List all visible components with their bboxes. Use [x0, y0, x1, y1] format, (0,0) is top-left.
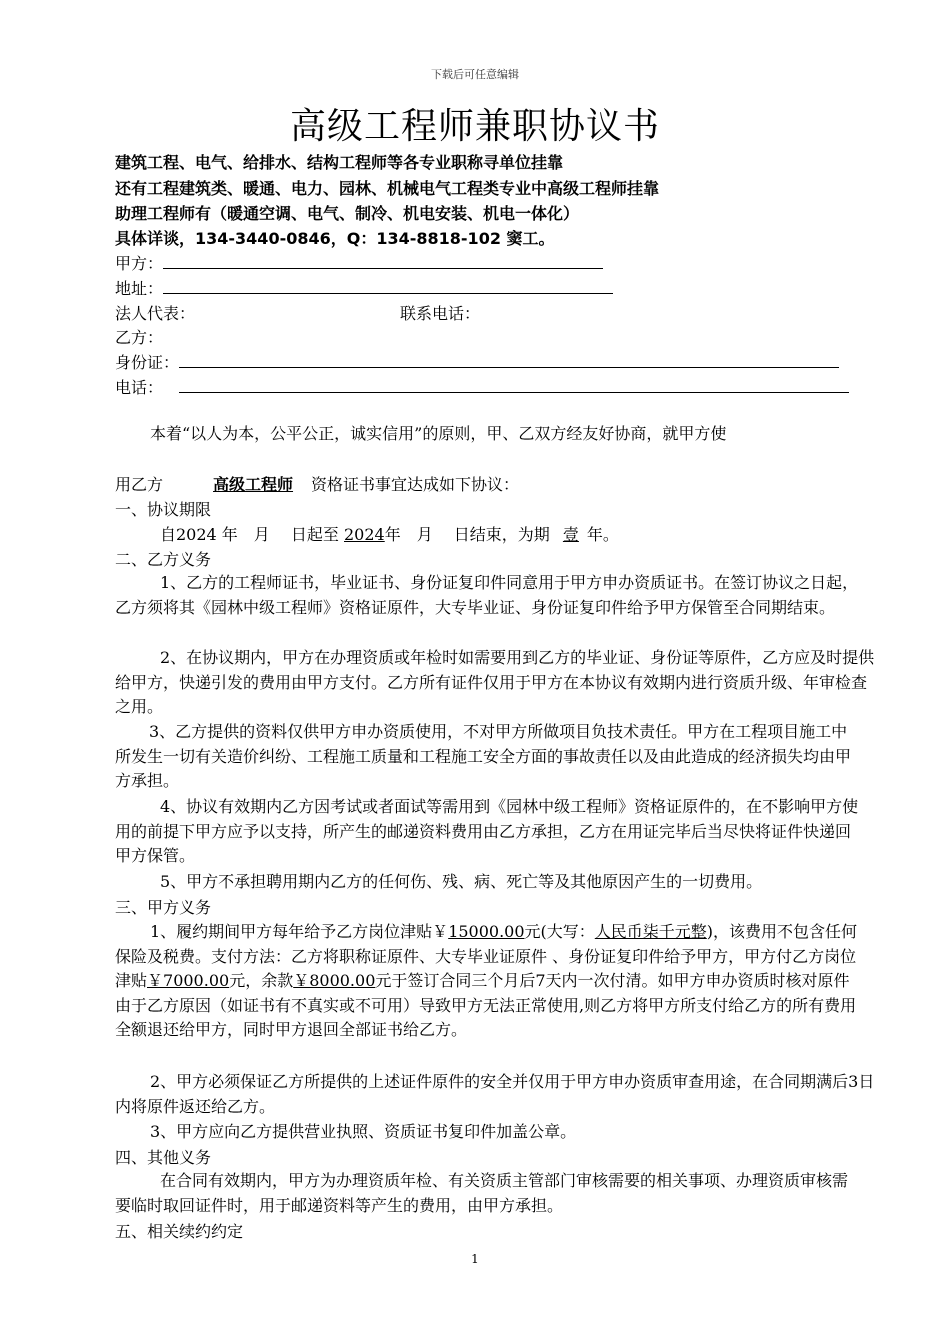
party-a-field	[115, 251, 603, 274]
first-payment: ￥7000.00	[147, 971, 230, 990]
sec2-item-2: 2、在协议期内，甲方在办理资质或年检时如需要用到乙方的毕业证、身份证等原件，乙方应及时提供给甲方，快递引发的费用由甲方支付。乙方所有证件仅用于甲方在本协议有效期内进行资质升级、年审检查之用。	[115, 648, 875, 716]
sec3-item1-text-c: )，该费用不包含任何保险及税费。支付方法：乙方将职称证原件、大专毕业证原件 、身份证复印件给予甲方，甲方付乙方岗位津贴	[115, 922, 858, 990]
phone-blank	[179, 376, 849, 393]
intro-line-1: 本着“以人为本，公平公正，诚实信用”的原则，甲、乙双方经友好协商，就甲方使	[150, 424, 727, 443]
sec1-end-year: 2024	[344, 525, 385, 544]
sec3-item1-text-a: 1、履约期间甲方每年给予乙方岗位津贴￥	[150, 922, 449, 941]
sec2-heading: 二、乙方义务	[115, 550, 212, 569]
remaining-payment: ￥8000.00	[293, 971, 376, 990]
contact-phone-field	[400, 301, 480, 324]
phone-label: 电话：	[115, 378, 164, 397]
sec1-end: 年。	[586, 525, 619, 544]
ad-line-2: 还有工程建筑类、暖通、电力、园林、机械电气工程类专业中高级工程师挂靠	[115, 179, 660, 198]
sec3-item1-text-b: 元(大写：	[524, 922, 595, 941]
address-field	[115, 276, 613, 299]
party-b-field	[115, 325, 163, 348]
sec5-heading: 五、相关续约约定	[115, 1222, 244, 1241]
party-b-label: 乙方：	[115, 328, 164, 347]
sec3-item-3: 3、甲方应向乙方提供营业执照、资质证书复印件加盖公章。	[150, 1122, 577, 1141]
id-card-blank	[179, 351, 839, 368]
sec1-start: 自2024 年 月 日起至	[160, 525, 339, 544]
party-a-label: 甲方：	[115, 254, 164, 273]
header-note: 下载后可任意编辑	[431, 68, 519, 81]
ad-line-1: 建筑工程、电气、给排水、结构工程师等各专业职称寻单位挂靠	[115, 153, 564, 172]
ad-line-3: 助理工程师有（暖通空调、电气、制冷、机电安装、机电一体化）	[115, 204, 580, 223]
sec4-heading: 四、其他义务	[115, 1148, 212, 1167]
ad-line-4: 具体详谈，134-3440-0846，Q：134-8818-102 窦工。	[115, 229, 555, 248]
page-number: 1	[471, 1252, 479, 1266]
sec2-item-3: 3、乙方提供的资料仅供甲方申办资质使用，不对甲方所做项目负技术责任。甲方在工程项目施工中所发生一切有关造价纠纷、工程施工质量和工程施工安全方面的事故责任以及由此造成的经济损失均由甲方承担。	[115, 722, 852, 790]
sec1-period	[160, 522, 619, 545]
sec3-item-2: 2、甲方必须保证乙方所提供的上述证件原件的安全并仅用于甲方申办资质审查用途，在合同期满后3日内将原件返还给乙方。	[115, 1072, 875, 1116]
sec2-item-5: 5、甲方不承担聘用期内乙方的任何伤、残、病、死亡等及其他原因产生的一切费用。	[160, 872, 763, 891]
page-title: 高级工程师兼职协议书	[289, 106, 660, 147]
sec1-mid: 年 月 日结束，为期	[384, 525, 550, 544]
sec3-item1-text-d: 元，余款	[229, 971, 294, 990]
intro-title: 高级工程师	[213, 475, 294, 494]
sec4-paragraph: 在合同有效期内，甲方为办理资质年检、有关资质主管部门审核需要的相关事项、办理资质审核需要临时取回证件时，用于邮递资料等产生的费用，由甲方承担。	[115, 1171, 849, 1215]
intro-suffix: 资格证书事宜达成如下协议：	[311, 475, 520, 494]
allowance-amount: 15000.00	[448, 922, 525, 941]
party-a-blank	[163, 252, 603, 269]
address-blank	[163, 277, 613, 294]
sec3-item1-text-e: 元于签订合同三个月后7天内一次付清。如甲方申办资质时核对原件由于乙方原因（如证书有不真实或不可用）导致甲方无法正常使用,则乙方将甲方所支付给乙方的所有费用全额退还给甲方，同时甲方退回全部证书给乙方。	[115, 971, 857, 1039]
contact-phone-label: 联系电话：	[400, 304, 481, 323]
legal-rep-label: 法人代表：	[115, 304, 196, 323]
phone-field	[115, 375, 849, 398]
legal-rep-field	[115, 301, 195, 324]
id-card-label: 身份证：	[115, 353, 180, 372]
intro-prefix: 用乙方	[115, 475, 164, 494]
sec2-item-4: 4、协议有效期内乙方因考试或者面试等需用到《园林中级工程师》资格证原件的，在不影响甲方使用的前提下甲方应予以支持，所产生的邮递资料费用由乙方承担，乙方在用证完毕后当尽快将证件快递回甲方保管。	[115, 797, 859, 865]
address-label: 地址：	[115, 279, 164, 298]
id-card-field	[115, 350, 839, 373]
sec3-heading: 三、甲方义务	[115, 898, 212, 917]
sec1-period-value: 壹	[562, 525, 579, 544]
sec1-heading: 一、协议期限	[115, 500, 212, 519]
allowance-words: 人民币柒千元整	[594, 922, 707, 941]
intro-line-2	[115, 472, 519, 495]
sec2-item-1: 1、乙方的工程师证书，毕业证书、身份证复印件同意用于甲方申办资质证书。在签订协议之日起，乙方须将其《园林中级工程师》资格证原件，大专毕业证、身份证复印件给予甲方保管至合同期结束。	[115, 573, 859, 617]
sec3-item-1	[115, 920, 865, 1043]
